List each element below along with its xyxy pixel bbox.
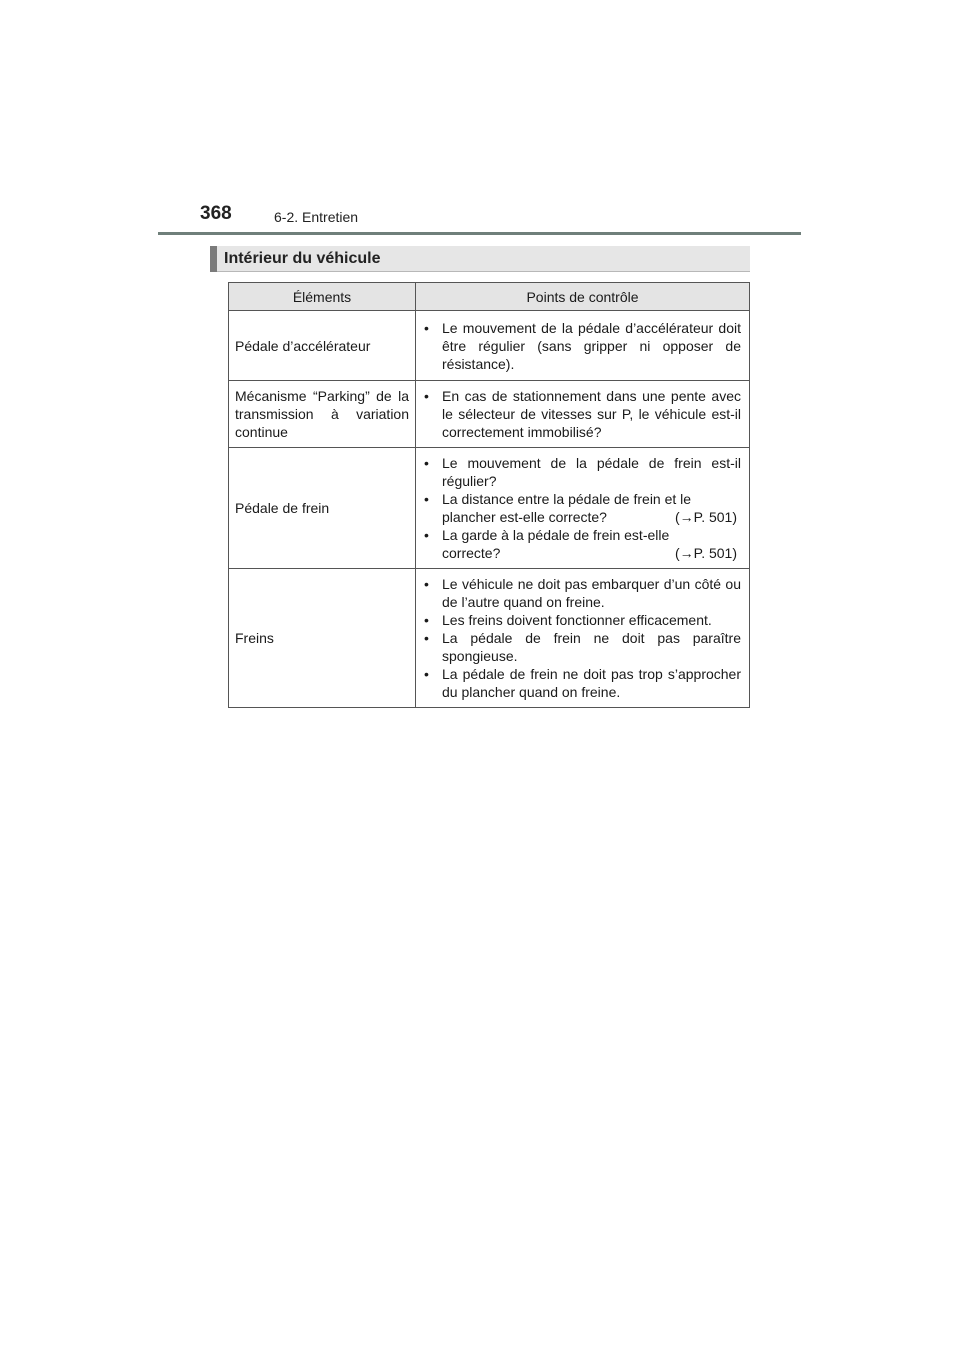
page-reference: (→P. 501)	[675, 545, 737, 561]
item-cell: Freins	[229, 569, 416, 708]
list-item: • Le véhicule ne doit pas embarquer d’un côté ou de l’autre quand on freine.	[424, 576, 741, 610]
table-header-row	[229, 283, 750, 311]
list-item: • La distance entre la pédale de frein et le plancher est-elle correcte? (→P. 501)	[424, 490, 741, 526]
chapter-title: 6-2. Entretien	[274, 209, 359, 225]
item-cell: Mécanisme “Parking” de la transmission à variation continue	[229, 381, 416, 448]
item-cell: Pédale d’accélérateur	[229, 311, 416, 381]
list-item: • La pédale de frein ne doit pas paraître spongieuse.	[424, 630, 741, 664]
page-number: 368	[200, 203, 232, 224]
points-cell	[416, 569, 750, 708]
list-item: • Le mouvement de la pédale de frein est-il régulier?	[424, 455, 741, 489]
table-row	[229, 311, 750, 381]
table-row	[229, 569, 750, 708]
table-row	[229, 448, 750, 569]
points-cell	[416, 448, 750, 569]
table-row	[229, 381, 750, 448]
column-header-items: Éléments	[229, 283, 416, 311]
list-item: • La pédale de frein ne doit pas trop s’approcher du plancher quand on freine.	[424, 666, 741, 700]
inspection-table	[228, 282, 750, 708]
list-item: • La garde à la pédale de frein est-elle correcte? (→P. 501)	[424, 526, 741, 562]
section-title: Intérieur du véhicule	[224, 250, 381, 267]
list-item: • Les freins doivent fonctionner efficacement.	[424, 612, 712, 628]
points-cell	[416, 381, 750, 448]
column-header-checkpoints: Points de contrôle	[416, 283, 750, 311]
list-item: • En cas de stationnement dans une pente avec le sélecteur de vitesses sur P, le véhicule est-il correctement immobilisé?	[424, 388, 741, 440]
page-reference: (→P. 501)	[675, 509, 737, 525]
header-rule	[158, 232, 801, 235]
item-cell: Pédale de frein	[229, 448, 416, 569]
list-item: • Le mouvement de la pédale d’accélérateur doit être régulier (sans gripper ni opposer de résistance).	[424, 319, 741, 372]
section-heading	[210, 246, 750, 272]
section-marker	[210, 246, 217, 272]
points-cell	[416, 311, 750, 381]
